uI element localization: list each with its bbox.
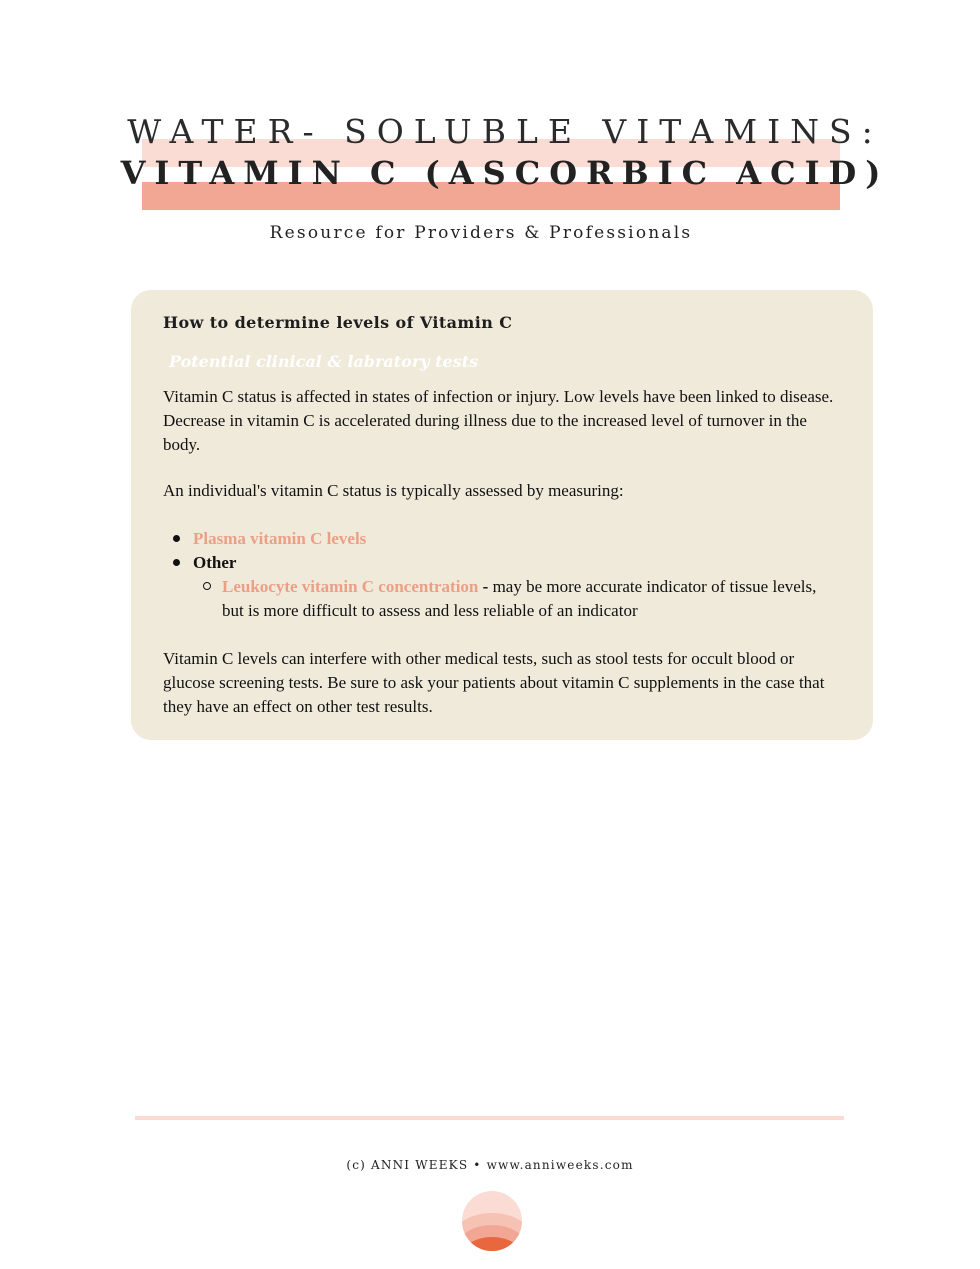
card-subheading: Potential clinical & labratory tests [169, 352, 479, 371]
sub-list-item [173, 575, 833, 623]
page-title: WATER- SOLUBLE VITAMINS: [127, 112, 883, 151]
bullet-dot-icon [173, 559, 180, 566]
info-card [131, 290, 873, 740]
assessment-list [173, 527, 833, 623]
footer-divider [135, 1116, 844, 1120]
leukocyte-term: Leukocyte vitamin C concentration [222, 577, 479, 596]
page-subtitle-vitamin: VITAMIN C (ASCORBIC ACID) [120, 154, 890, 192]
dash-separator: - [478, 577, 493, 596]
intro-paragraph: Vitamin C status is affected in states of infection or injury. Low levels have been linked to disease. Decrease in vitamin C is accelerated during illness due to the increased level of turnover in the body. [163, 387, 834, 454]
footer-credit: (c) ANNI WEEKS • www.anniweeks.com [346, 1158, 634, 1172]
list-item [173, 527, 833, 551]
assessment-paragraph: An individual's vitamin C status is typically assessed by measuring: [163, 481, 624, 500]
bullet-circle-icon [203, 582, 211, 590]
list-item [173, 551, 833, 575]
bullet-dot-icon [173, 535, 180, 542]
card-heading: How to determine levels of Vitamin C [163, 313, 513, 332]
plasma-levels-label: Plasma vitamin C levels [193, 529, 367, 548]
interference-paragraph: Vitamin C levels can interfere with other medical tests, such as stool tests for occult blood or glucose screening tests. Be sure to ask your patients about vitamin C supplements in the case that they have an effect on other test results. [163, 649, 825, 716]
leukocyte-description: may be more accurate indicator of tissue levels, but is more difficult to assess and less reliable of an indicator [222, 577, 817, 620]
other-label: Other [193, 553, 237, 572]
sunset-logo-icon [462, 1191, 522, 1251]
resource-tagline: Resource for Providers & Professionals [269, 223, 693, 243]
